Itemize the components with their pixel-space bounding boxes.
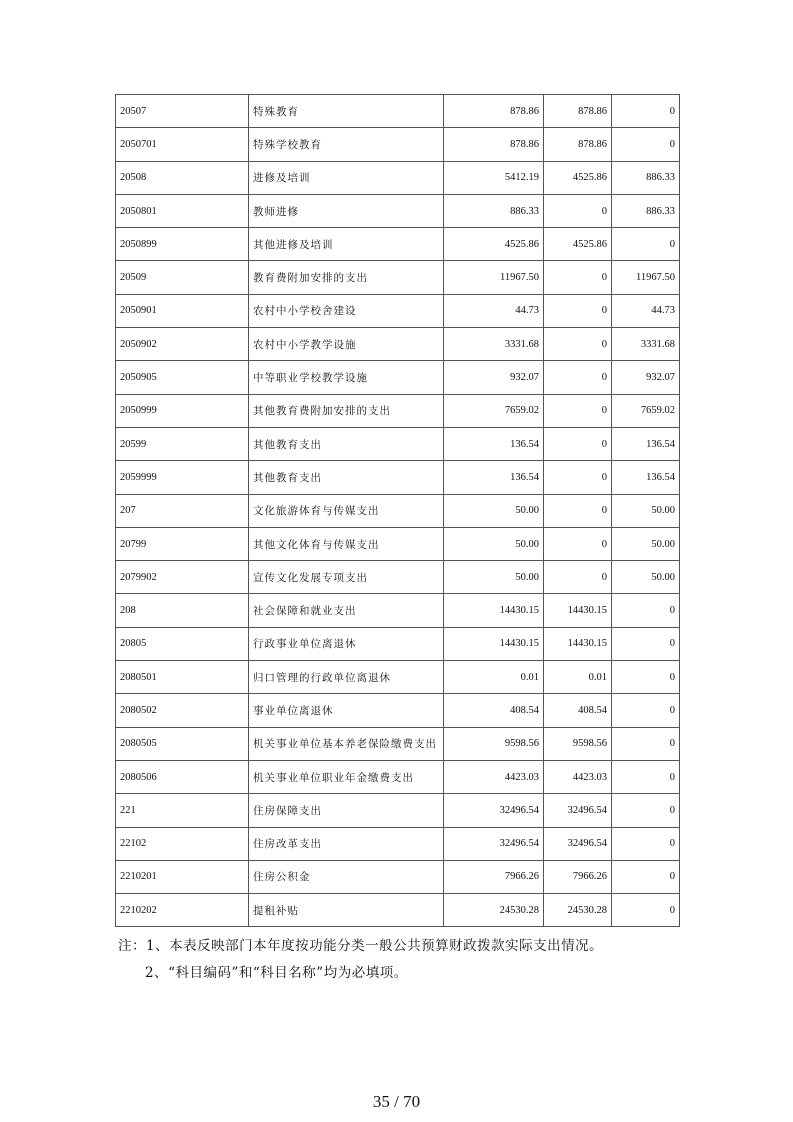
total-amount-cell: 932.07 (444, 361, 544, 394)
subject-code-cell: 2050801 (116, 194, 249, 227)
subject-code-cell: 2050902 (116, 328, 249, 361)
table-row (116, 128, 680, 161)
total-amount-cell: 3331.68 (444, 328, 544, 361)
total-amount-cell: 136.54 (444, 461, 544, 494)
subject-code-cell: 20508 (116, 161, 249, 194)
subject-code-cell: 20509 (116, 261, 249, 294)
basic-expenditure-cell: 0 (544, 461, 612, 494)
subject-name-cell: 农村中小学教学设施 (249, 328, 444, 361)
table-row (116, 661, 680, 694)
basic-expenditure-cell: 7966.26 (544, 860, 612, 893)
project-expenditure-cell: 0 (612, 827, 680, 860)
total-amount-cell: 886.33 (444, 194, 544, 227)
subject-name-cell: 提租补贴 (249, 894, 444, 927)
basic-expenditure-cell: 0 (544, 361, 612, 394)
total-amount-cell: 4525.86 (444, 228, 544, 261)
subject-code-cell: 20805 (116, 627, 249, 660)
subject-code-cell: 22102 (116, 827, 249, 860)
basic-expenditure-cell: 4525.86 (544, 161, 612, 194)
table-row (116, 860, 680, 893)
basic-expenditure-cell: 878.86 (544, 128, 612, 161)
project-expenditure-cell: 886.33 (612, 161, 680, 194)
total-amount-cell: 32496.54 (444, 794, 544, 827)
basic-expenditure-cell: 0 (544, 427, 612, 460)
note-line-1: 注：1、本表反映部门本年度按功能分类一般公共预算财政拨款实际支出情况。 (118, 938, 604, 954)
subject-name-cell: 其他教育支出 (249, 427, 444, 460)
table-row (116, 627, 680, 660)
project-expenditure-cell: 11967.50 (612, 261, 680, 294)
table-row (116, 794, 680, 827)
subject-name-cell: 特殊学校教育 (249, 128, 444, 161)
basic-expenditure-cell: 0 (544, 261, 612, 294)
subject-code-cell: 2210201 (116, 860, 249, 893)
total-amount-cell: 50.00 (444, 561, 544, 594)
subject-name-cell: 其他教育费附加安排的支出 (249, 394, 444, 427)
table-row (116, 394, 680, 427)
total-amount-cell: 14430.15 (444, 594, 544, 627)
total-amount-cell: 50.00 (444, 494, 544, 527)
table-row (116, 427, 680, 460)
total-amount-cell: 5412.19 (444, 161, 544, 194)
subject-name-cell: 其他教育支出 (249, 461, 444, 494)
basic-expenditure-cell: 0 (544, 294, 612, 327)
total-amount-cell: 7966.26 (444, 860, 544, 893)
total-amount-cell: 32496.54 (444, 827, 544, 860)
subject-code-cell: 2059999 (116, 461, 249, 494)
table-row (116, 561, 680, 594)
table-row (116, 194, 680, 227)
project-expenditure-cell: 44.73 (612, 294, 680, 327)
total-amount-cell: 44.73 (444, 294, 544, 327)
table-row (116, 827, 680, 860)
basic-expenditure-cell: 4423.03 (544, 760, 612, 793)
subject-code-cell: 2080502 (116, 694, 249, 727)
table-row (116, 494, 680, 527)
subject-code-cell: 2050899 (116, 228, 249, 261)
subject-code-cell: 2080505 (116, 727, 249, 760)
basic-expenditure-cell: 24530.28 (544, 894, 612, 927)
total-amount-cell: 878.86 (444, 95, 544, 128)
subject-name-cell: 社会保障和就业支出 (249, 594, 444, 627)
basic-expenditure-cell: 0 (544, 194, 612, 227)
project-expenditure-cell: 7659.02 (612, 394, 680, 427)
project-expenditure-cell: 50.00 (612, 561, 680, 594)
basic-expenditure-cell: 0 (544, 527, 612, 560)
subject-code-cell: 2050701 (116, 128, 249, 161)
project-expenditure-cell: 0 (612, 627, 680, 660)
table-row (116, 694, 680, 727)
subject-code-cell: 2050905 (116, 361, 249, 394)
table-row (116, 894, 680, 927)
basic-expenditure-cell: 0 (544, 394, 612, 427)
subject-name-cell: 文化旅游体育与传媒支出 (249, 494, 444, 527)
basic-expenditure-cell: 32496.54 (544, 794, 612, 827)
page-number: 35 / 70 (372, 1092, 421, 1111)
project-expenditure-cell: 0 (612, 128, 680, 161)
table-row (116, 361, 680, 394)
project-expenditure-cell: 0 (612, 794, 680, 827)
subject-name-cell: 机关事业单位职业年金缴费支出 (249, 760, 444, 793)
basic-expenditure-cell: 14430.15 (544, 594, 612, 627)
subject-name-cell: 住房公积金 (249, 860, 444, 893)
table-row (116, 95, 680, 128)
subject-name-cell: 其他文化体育与传媒支出 (249, 527, 444, 560)
total-amount-cell: 11967.50 (444, 261, 544, 294)
subject-code-cell: 207 (116, 494, 249, 527)
subject-name-cell: 进修及培训 (249, 161, 444, 194)
note-line-2: 2、“科目编码”和“科目名称”均为必填项。 (145, 965, 408, 981)
basic-expenditure-cell: 14430.15 (544, 627, 612, 660)
project-expenditure-cell: 0 (612, 661, 680, 694)
project-expenditure-cell: 50.00 (612, 494, 680, 527)
subject-code-cell: 2050999 (116, 394, 249, 427)
total-amount-cell: 7659.02 (444, 394, 544, 427)
subject-code-cell: 221 (116, 794, 249, 827)
subject-code-cell: 20799 (116, 527, 249, 560)
table-row (116, 760, 680, 793)
table-row (116, 594, 680, 627)
total-amount-cell: 136.54 (444, 427, 544, 460)
basic-expenditure-cell: 0 (544, 494, 612, 527)
subject-name-cell: 事业单位离退休 (249, 694, 444, 727)
table-row (116, 228, 680, 261)
subject-code-cell: 2050901 (116, 294, 249, 327)
project-expenditure-cell: 3331.68 (612, 328, 680, 361)
subject-name-cell: 归口管理的行政单位离退休 (249, 661, 444, 694)
subject-code-cell: 20599 (116, 427, 249, 460)
table-row (116, 161, 680, 194)
subject-code-cell: 2080506 (116, 760, 249, 793)
project-expenditure-cell: 0 (612, 95, 680, 128)
project-expenditure-cell: 886.33 (612, 194, 680, 227)
project-expenditure-cell: 0 (612, 228, 680, 261)
basic-expenditure-cell: 878.86 (544, 95, 612, 128)
subject-code-cell: 2210202 (116, 894, 249, 927)
project-expenditure-cell: 0 (612, 894, 680, 927)
subject-name-cell: 宣传文化发展专项支出 (249, 561, 444, 594)
project-expenditure-cell: 50.00 (612, 527, 680, 560)
subject-name-cell: 教师进修 (249, 194, 444, 227)
table-row (116, 294, 680, 327)
total-amount-cell: 24530.28 (444, 894, 544, 927)
table-row (116, 727, 680, 760)
table-row (116, 527, 680, 560)
subject-name-cell: 行政事业单位离退休 (249, 627, 444, 660)
total-amount-cell: 50.00 (444, 527, 544, 560)
total-amount-cell: 4423.03 (444, 760, 544, 793)
subject-name-cell: 机关事业单位基本养老保险缴费支出 (249, 727, 444, 760)
basic-expenditure-cell: 408.54 (544, 694, 612, 727)
table-row (116, 328, 680, 361)
total-amount-cell: 0.01 (444, 661, 544, 694)
subject-code-cell: 2080501 (116, 661, 249, 694)
table-row (116, 461, 680, 494)
total-amount-cell: 14430.15 (444, 627, 544, 660)
basic-expenditure-cell: 9598.56 (544, 727, 612, 760)
project-expenditure-cell: 0 (612, 594, 680, 627)
basic-expenditure-cell: 0 (544, 328, 612, 361)
total-amount-cell: 9598.56 (444, 727, 544, 760)
subject-name-cell: 教育费附加安排的支出 (249, 261, 444, 294)
subject-code-cell: 2079902 (116, 561, 249, 594)
subject-name-cell: 其他进修及培训 (249, 228, 444, 261)
project-expenditure-cell: 136.54 (612, 427, 680, 460)
project-expenditure-cell: 932.07 (612, 361, 680, 394)
project-expenditure-cell: 0 (612, 727, 680, 760)
subject-name-cell: 住房改革支出 (249, 827, 444, 860)
basic-expenditure-cell: 32496.54 (544, 827, 612, 860)
basic-expenditure-cell: 4525.86 (544, 228, 612, 261)
subject-code-cell: 20507 (116, 95, 249, 128)
basic-expenditure-cell: 0.01 (544, 661, 612, 694)
subject-name-cell: 特殊教育 (249, 95, 444, 128)
subject-code-cell: 208 (116, 594, 249, 627)
project-expenditure-cell: 0 (612, 860, 680, 893)
total-amount-cell: 408.54 (444, 694, 544, 727)
table-row (116, 261, 680, 294)
total-amount-cell: 878.86 (444, 128, 544, 161)
expenditure-table-body (116, 95, 680, 927)
subject-name-cell: 农村中小学校舍建设 (249, 294, 444, 327)
basic-expenditure-cell: 0 (544, 561, 612, 594)
expenditure-table (115, 94, 680, 927)
subject-name-cell: 中等职业学校教学设施 (249, 361, 444, 394)
subject-name-cell: 住房保障支出 (249, 794, 444, 827)
project-expenditure-cell: 0 (612, 760, 680, 793)
project-expenditure-cell: 136.54 (612, 461, 680, 494)
project-expenditure-cell: 0 (612, 694, 680, 727)
